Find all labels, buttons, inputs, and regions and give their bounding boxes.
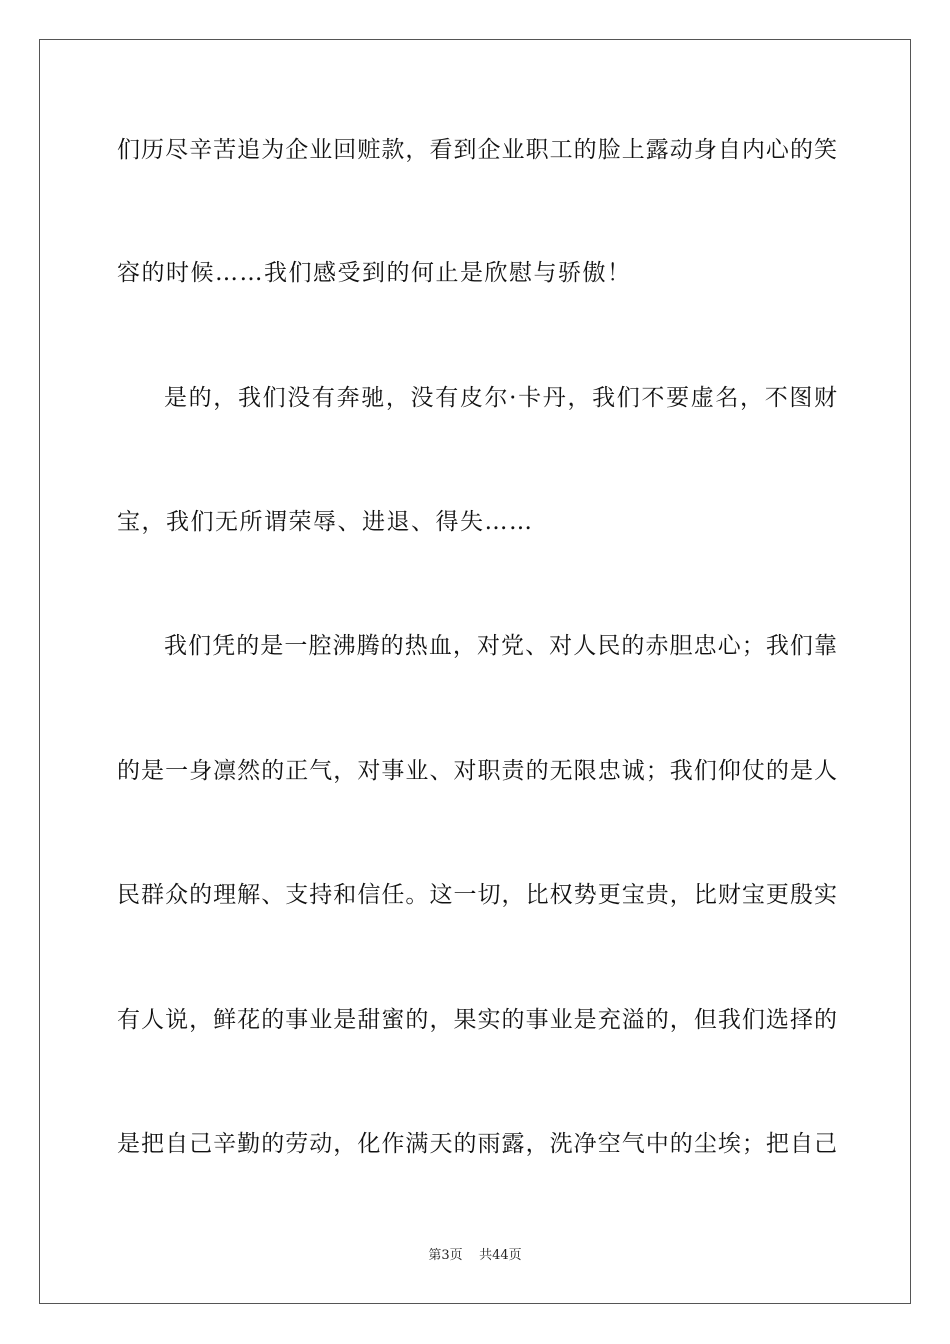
paragraph-line: 是把自己辛勤的劳动，化作满天的雨露，洗净空气中的尘埃；把自己 — [117, 1131, 837, 1157]
paragraph-line: 我们凭的是一腔沸腾的热血，对党、对人民的赤胆忠心；我们靠 — [164, 633, 837, 659]
paragraph-line: 的是一身凛然的正气，对事业、对职责的无限忠诚；我们仰仗的是人 — [117, 758, 837, 784]
paragraph-line: 民群众的理解、支持和信任。这一切，比权势更宝贵，比财宝更殷实 — [117, 882, 837, 908]
paragraph-line: 有人说，鲜花的事业是甜蜜的，果实的事业是充溢的，但我们选择的 — [117, 1007, 837, 1033]
paragraph-line: 们历尽辛苦追为企业回赃款，看到企业职工的脸上露动身自内心的笑 — [117, 137, 837, 163]
paragraph-line: 容的时候……我们感受到的何止是欣慰与骄傲！ — [117, 260, 632, 286]
paragraph-line: 是的，我们没有奔驰，没有皮尔·卡丹，我们不要虚名，不图财 — [164, 385, 837, 411]
total-pages: 共44页 — [479, 1248, 522, 1263]
page-border — [39, 39, 911, 1304]
paragraph-line: 宝，我们无所谓荣辱、进退、得失…… — [117, 509, 534, 535]
page-number: 第3页 — [428, 1248, 463, 1263]
page-footer — [0, 1248, 950, 1264]
